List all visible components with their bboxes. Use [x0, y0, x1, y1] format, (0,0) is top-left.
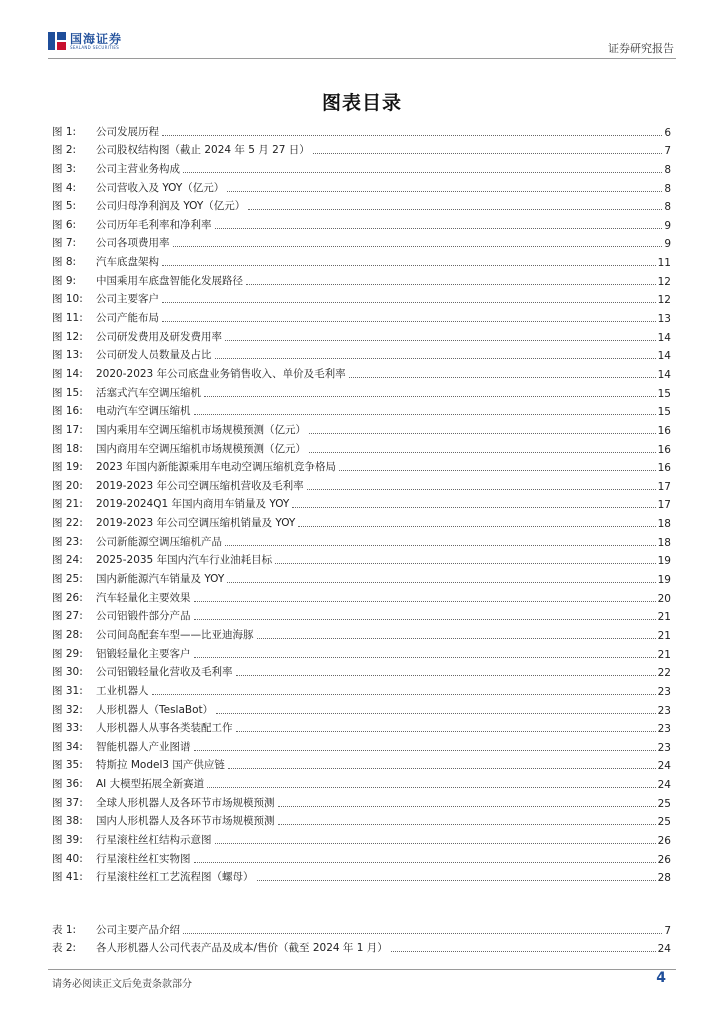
toc-leader-dots: [207, 787, 656, 788]
toc-page-number: 16: [657, 443, 671, 456]
toc-label: 图 4:: [52, 181, 77, 194]
disclaimer: 请务必阅读正文后免责条款部分: [52, 979, 192, 990]
toc-label: 图 23:: [52, 535, 83, 548]
toc-page-number: 15: [657, 387, 671, 400]
toc-page-number: 24: [657, 760, 671, 773]
figure-toc-entry[interactable]: [52, 195, 671, 214]
toc-title: 国内人形机器人及各环节市场规模预测: [96, 815, 275, 828]
header-divider: [48, 58, 676, 59]
toc-title: 行星滚柱丝杠实物图: [96, 852, 191, 865]
toc-title: 公司产能布局: [96, 312, 159, 325]
toc-title: 国内商用车空调压缩机市场规模预测（亿元）: [96, 442, 306, 455]
toc-leader-dots: [349, 377, 656, 378]
toc-title: AI 大模型拓展全新赛道: [96, 778, 205, 791]
toc-label: 图 12:: [52, 330, 83, 343]
toc-leader-dots: [292, 507, 655, 508]
toc-label: 图 36:: [52, 778, 83, 791]
toc-page-number: 8: [664, 201, 671, 214]
toc-title: 中国乘用车底盘智能化发展路径: [96, 274, 243, 287]
toc-label: 图 5:: [52, 200, 77, 213]
toc-page-number: 16: [657, 424, 671, 437]
toc-page-number: 17: [657, 499, 671, 512]
toc-title: 智能机器人产业图谱: [96, 740, 191, 753]
toc-label: 图 20:: [52, 479, 83, 492]
figure-toc-entry[interactable]: [52, 157, 671, 176]
toc-page-number: 26: [657, 853, 671, 866]
toc-leader-dots: [339, 470, 656, 471]
toc-leader-dots: [162, 302, 656, 303]
figure-toc-entry[interactable]: [52, 362, 671, 381]
toc-leader-dots: [307, 489, 656, 490]
toc-page-number: 14: [657, 331, 671, 344]
toc-label: 图 37:: [52, 796, 83, 809]
toc-leader-dots: [162, 321, 656, 322]
toc-leader-dots: [152, 694, 656, 695]
toc-label: 图 28:: [52, 628, 83, 641]
figure-toc-entry[interactable]: [52, 176, 671, 195]
toc-title: 公司归母净利润及 YOY（亿元）: [96, 200, 246, 213]
toc-title: 国内新能源汽车销量及 YOY: [96, 573, 225, 586]
figure-toc-entry[interactable]: [52, 139, 671, 158]
figure-toc-entry[interactable]: [52, 679, 671, 698]
toc-label: 图 18:: [52, 442, 83, 455]
toc-page-number: 12: [657, 275, 671, 288]
toc-title: 2019-2023 年公司空调压缩机营收及毛利率: [96, 479, 304, 492]
toc-title: 2019-2024Q1 年国内商用车销量及 YOY: [96, 498, 290, 511]
toc-leader-dots: [225, 340, 656, 341]
toc-label: 图 17:: [52, 423, 83, 436]
toc-page-number: 19: [657, 574, 671, 587]
toc-title: 公司研发费用及研发费用率: [96, 330, 222, 343]
figure-toc-entry[interactable]: [52, 250, 671, 269]
toc-label: 图 38:: [52, 815, 83, 828]
toc-page-number: 19: [657, 555, 671, 568]
toc-page-number: 14: [657, 350, 671, 363]
toc-label: 图 6:: [52, 218, 77, 231]
toc-leader-dots: [236, 675, 656, 676]
figure-toc-entry[interactable]: [52, 325, 671, 344]
toc-title: 公司铝锻轻量化营收及毛利率: [96, 666, 233, 679]
toc-leader-dots: [257, 638, 656, 639]
figure-toc-entry[interactable]: [52, 456, 671, 475]
toc-leader-dots: [194, 619, 656, 620]
toc-page-number: 23: [657, 723, 671, 736]
toc-label: 图 10:: [52, 293, 83, 306]
figure-toc-entry[interactable]: [52, 772, 671, 791]
toc-title: 2019-2023 年公司空调压缩机销量及 YOY: [96, 517, 296, 530]
toc-leader-dots: [246, 284, 656, 285]
logo-text-en: SEALAND SECURITIES: [70, 44, 120, 50]
figure-toc-entry[interactable]: [52, 623, 671, 642]
toc-leader-dots: [391, 951, 656, 952]
toc-leader-dots: [309, 452, 656, 453]
figure-toc-entry[interactable]: [52, 586, 671, 605]
toc-title: 电动汽车空调压缩机: [96, 405, 191, 418]
toc-label: 图 7:: [52, 237, 77, 250]
toc-title: 公司历年毛利率和净利率: [96, 218, 212, 231]
toc-page-number: 23: [657, 685, 671, 698]
toc-title: 公司主营业务构成: [96, 162, 180, 175]
toc-page-number: 28: [657, 872, 671, 885]
toc-title: 行星滚柱丝杠结构示意图: [96, 833, 212, 846]
figure-toc-entry[interactable]: [52, 567, 671, 586]
figure-toc-entry[interactable]: [52, 344, 671, 363]
toc-label: 图 15:: [52, 386, 83, 399]
toc-title: 工业机器人: [96, 684, 149, 697]
toc-leader-dots: [225, 545, 656, 546]
toc-label: 图 25:: [52, 573, 83, 586]
page-number: 4: [656, 970, 666, 986]
toc-leader-dots: [194, 657, 656, 658]
toc-page-number: 6: [664, 126, 671, 139]
toc-label: 图 1:: [52, 125, 77, 138]
toc-title: 国内乘用车空调压缩机市场规模预测（亿元）: [96, 423, 306, 436]
toc-title: 公司营收入及 YOY（亿元）: [96, 181, 225, 194]
toc-leader-dots: [183, 172, 662, 173]
toc-page-number: 23: [657, 704, 671, 717]
figure-toc-list: [52, 120, 671, 884]
toc-label: 图 41:: [52, 871, 83, 884]
toc-page-number: 7: [664, 924, 671, 937]
toc-page-number: 17: [657, 480, 671, 493]
toc-label: 图 31:: [52, 684, 83, 697]
toc-leader-dots: [313, 153, 663, 154]
toc-title: 2023 年国内新能源乘用车电动空调压缩机竞争格局: [96, 461, 337, 474]
toc-leader-dots: [162, 265, 656, 266]
toc-leader-dots: [183, 933, 662, 934]
figure-toc-entry[interactable]: [52, 828, 671, 847]
toc-title: 人形机器人（TeslaBot）: [96, 703, 214, 716]
toc-page-number: 24: [657, 779, 671, 792]
toc-page-number: 16: [657, 462, 671, 475]
toc-leader-dots: [227, 582, 655, 583]
toc-title: 行星滚柱丝杠工艺流程图（螺母）: [96, 871, 254, 884]
toc-label: 表 2:: [52, 942, 77, 955]
figure-toc-entry[interactable]: [52, 866, 671, 885]
toc-title: 汽车轻量化主要效果: [96, 591, 191, 604]
toc-page-number: 13: [657, 313, 671, 326]
toc-title: 铝锻轻量化主要客户: [96, 647, 191, 660]
toc-title: 活塞式汽车空调压缩机: [96, 386, 201, 399]
figure-toc-entry[interactable]: [52, 754, 671, 773]
toc-leader-dots: [194, 414, 656, 415]
toc-leader-dots: [216, 713, 655, 714]
toc-page-number: 26: [657, 834, 671, 847]
toc-leader-dots: [204, 396, 656, 397]
toc-label: 图 13:: [52, 349, 83, 362]
footer-divider: [48, 969, 676, 970]
report-type: 证券研究报告: [608, 42, 674, 55]
toc-page-number: 11: [657, 257, 671, 270]
toc-page-number: 18: [657, 518, 671, 531]
figure-toc-entry[interactable]: [52, 418, 671, 437]
toc-page-number: 7: [664, 145, 671, 158]
figure-toc-entry[interactable]: [52, 288, 671, 307]
toc-title: 全球人形机器人及各环节市场规模预测: [96, 796, 275, 809]
toc-leader-dots: [275, 563, 656, 564]
toc-label: 图 35:: [52, 759, 83, 772]
toc-leader-dots: [194, 862, 656, 863]
table-toc-entry[interactable]: [52, 918, 671, 937]
toc-label: 图 14:: [52, 367, 83, 380]
toc-label: 图 2:: [52, 144, 77, 157]
toc-label: 图 40:: [52, 852, 83, 865]
toc-label: 图 29:: [52, 647, 83, 660]
toc-label: 图 34:: [52, 740, 83, 753]
toc-leader-dots: [173, 246, 663, 247]
toc-title: 2025-2035 年国内汽车行业油耗目标: [96, 554, 273, 567]
toc-page-number: 15: [657, 406, 671, 419]
figure-toc-entry[interactable]: [52, 717, 671, 736]
toc-page-number: 8: [664, 182, 671, 195]
company-logo: [48, 30, 122, 52]
toc-title: 特斯拉 Model3 国产供应链: [96, 759, 225, 772]
toc-leader-dots: [298, 526, 655, 527]
figure-toc-entry[interactable]: [52, 549, 671, 568]
toc-page-number: 23: [657, 741, 671, 754]
toc-label: 图 39:: [52, 833, 83, 846]
toc-page-number: 9: [664, 238, 671, 251]
toc-page-number: 8: [664, 163, 671, 176]
toc-page-number: 22: [657, 667, 671, 680]
toc-page-number: 20: [657, 592, 671, 605]
toc-page-number: 14: [657, 368, 671, 381]
figure-toc-entry[interactable]: [52, 493, 671, 512]
figure-toc-entry[interactable]: [52, 735, 671, 754]
toc-leader-dots: [228, 768, 656, 769]
toc-page-number: 18: [657, 536, 671, 549]
toc-label: 图 27:: [52, 610, 83, 623]
figure-toc-entry[interactable]: [52, 120, 671, 139]
toc-label: 图 3:: [52, 162, 77, 175]
figure-toc-entry[interactable]: [52, 661, 671, 680]
table-toc-list: [52, 918, 671, 955]
toc-leader-dots: [215, 843, 656, 844]
toc-label: 图 33:: [52, 722, 83, 735]
figure-toc-entry[interactable]: [52, 400, 671, 419]
toc-title: 公司发展历程: [96, 125, 159, 138]
toc-leader-dots: [215, 228, 663, 229]
figure-toc-entry[interactable]: [52, 847, 671, 866]
toc-leader-dots: [194, 601, 656, 602]
toc-label: 图 24:: [52, 554, 83, 567]
figure-toc-entry[interactable]: [52, 810, 671, 829]
toc-leader-dots: [248, 209, 662, 210]
figure-toc-entry[interactable]: [52, 530, 671, 549]
figure-toc-entry[interactable]: [52, 269, 671, 288]
toc-label: 图 16:: [52, 405, 83, 418]
toc-title: 公司研发人员数量及占比: [96, 349, 212, 362]
toc-label: 图 21:: [52, 498, 83, 511]
toc-page-number: 21: [657, 611, 671, 624]
toc-label: 图 11:: [52, 312, 83, 325]
toc-title: 公司主要客户: [96, 293, 159, 306]
toc-title: 公司铝锻件部分产品: [96, 610, 191, 623]
logo-mark-icon: [48, 32, 66, 50]
toc-label: 图 8:: [52, 256, 77, 269]
figure-toc-entry[interactable]: [52, 474, 671, 493]
toc-label: 图 9:: [52, 274, 77, 287]
logo-text-cn: 国海证券: [70, 31, 123, 46]
figure-toc-entry[interactable]: [52, 306, 671, 325]
toc-title: 汽车底盘架构: [96, 256, 159, 269]
toc-page-number: 9: [664, 219, 671, 232]
figure-toc-entry[interactable]: [52, 381, 671, 400]
table-toc-entry[interactable]: [52, 937, 671, 956]
figure-toc-entry[interactable]: [52, 511, 671, 530]
toc-title: 公司股权结构图（截止 2024 年 5 月 27 日）: [96, 144, 310, 157]
toc-label: 图 26:: [52, 591, 83, 604]
toc-label: 图 22:: [52, 517, 83, 530]
toc-leader-dots: [278, 824, 656, 825]
page-title: 图表目录: [321, 92, 402, 114]
toc-leader-dots: [227, 191, 662, 192]
toc-title: 2020-2023 年公司底盘业务销售收入、单价及毛利率: [96, 367, 346, 380]
figure-toc-entry[interactable]: [52, 605, 671, 624]
toc-page-number: 24: [657, 943, 671, 956]
toc-title: 公司间岛配套车型——比亚迪海豚: [96, 628, 254, 641]
toc-label: 表 1:: [52, 923, 77, 936]
toc-page-number: 21: [657, 648, 671, 661]
figure-toc-entry[interactable]: [52, 698, 671, 717]
toc-leader-dots: [162, 135, 662, 136]
figure-toc-entry[interactable]: [52, 213, 671, 232]
toc-leader-dots: [278, 806, 656, 807]
toc-title: 人形机器人从事各类装配工作: [96, 722, 233, 735]
toc-label: 图 30:: [52, 666, 83, 679]
toc-leader-dots: [194, 750, 656, 751]
toc-title: 公司主要产品介绍: [96, 923, 180, 936]
toc-page-number: 12: [657, 294, 671, 307]
figure-toc-entry[interactable]: [52, 437, 671, 456]
figure-toc-entry[interactable]: [52, 791, 671, 810]
toc-page-number: 21: [657, 629, 671, 642]
toc-leader-dots: [257, 880, 656, 881]
toc-leader-dots: [215, 358, 656, 359]
figure-toc-entry[interactable]: [52, 232, 671, 251]
toc-title: 各人形机器人公司代表产品及成本/售价（截至 2024 年 1 月）: [96, 942, 388, 955]
figure-toc-entry[interactable]: [52, 642, 671, 661]
toc-title: 公司各项费用率: [96, 237, 170, 250]
toc-page-number: 25: [657, 816, 671, 829]
toc-title: 公司新能源空调压缩机产品: [96, 535, 222, 548]
toc-label: 图 32:: [52, 703, 83, 716]
toc-leader-dots: [236, 731, 656, 732]
toc-page-number: 25: [657, 797, 671, 810]
toc-label: 图 19:: [52, 461, 83, 474]
toc-leader-dots: [309, 433, 656, 434]
